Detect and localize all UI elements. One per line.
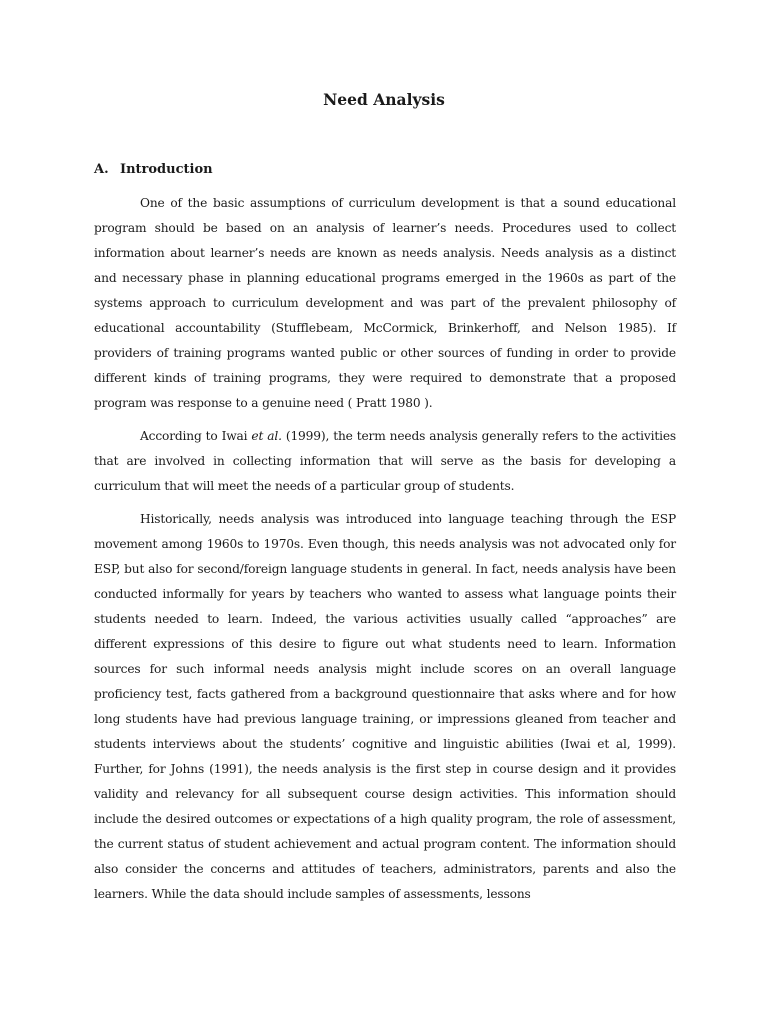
section-letter: A. [94,162,109,177]
paragraph-2 [94,424,676,499]
paragraph-1-text: One of the basic assumptions of curriculum development is that a sound educational program should be based on an analysis of learner’s needs. Procedures used to collect information about learner’s needs are known as needs analysis. Needs analysis as a distinct and necessary phase in planning educational programs emerged in the 1960s as part of the systems approach to curriculum development and was part of the prevalent philosophy of educational accountability (Stufflebeam, McCormick, Brinkerhoff, and Nelson 1985). If providers of training programs wanted public or other sources of funding in order to provide different kinds of training programs, they were required to demonstrate that a proposed program was response to a genuine need ( Pratt 1980 ). [94,196,676,410]
paragraph-2-italic-citation: et al. [251,429,282,443]
paragraph-2-text-after: (1999), the term needs analysis generally refers to the activities that are involved in collecting information that will serve as the basis for developing a curriculum that will meet the needs of a particular group of students. [94,429,676,493]
paragraph-3-text: Historically, needs analysis was introduced into language teaching through the ESP movement among 1960s to 1970s. Even though, this needs analysis was not advocated only for ESP, but also for second/foreign language students in general. In fact, needs analysis have been conducted informally for years by teachers who wanted to assess what language points their students needed to learn. Indeed, the various activities usually called “approaches” are different expressions of this desire to figure out what students need to learn. Information sources for such informal needs analysis might include scores on an overall language proficiency test, facts gathered from a background questionnaire that asks where and for how long students have had previous language training, or impressions gleaned from teacher and students interviews about the students’ cognitive and linguistic abilities (Iwai et al, 1999). Further, for Johns (1991), the needs analysis is the first step in course design and it provides validity and relevancy for all subsequent course design activities. This information should include the desired outcomes or expectations of a high quality program, the role of assessment, the current status of student achievement and actual program content. The information should also consider the concerns and attitudes of teachers, administrators, parents and also the learners. While the data should include samples of assessments, lessons [94,512,676,901]
paragraph-3 [94,507,676,907]
document-title: Need Analysis [323,90,445,109]
section-label: Introduction [120,162,213,177]
paragraph-1 [94,191,676,416]
paragraph-2-text-before: According to Iwai [140,429,252,443]
section-heading [94,160,213,180]
document-body [94,191,676,907]
